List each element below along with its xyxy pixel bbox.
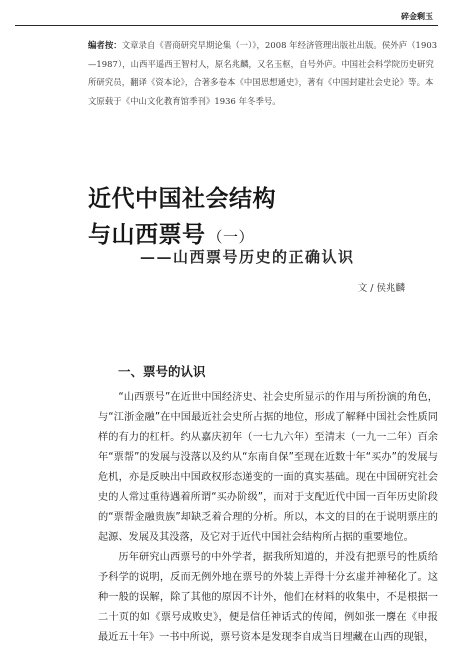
- editor-note: [88, 36, 438, 110]
- article-title-part-number: （一）: [207, 228, 255, 246]
- body-paragraph-2: 历年研究山西票号的中外学者，据我所知道的，并没有把票号的性质给予科学的说明，反而无例外地在票号的外装上弄得十分玄虚并神秘化了。这种一般的误解，除了其他的原因不计外，他们在材料的收集中，不是根据一二十页的如《票号成败史》，便是信任神话式的传闻，例如张一麐在《申报最近五十年》一书中所说，票号资本是发现李自成当日埋藏在山西的现银，: [98, 552, 438, 643]
- header-divider: [15, 25, 438, 26]
- article-subtitle: ——山西票号历史的正确认识: [140, 248, 355, 266]
- editor-note-label: 编者按：: [88, 40, 122, 50]
- article-title-line-2-text: 与山西票号: [88, 222, 206, 248]
- article-body: [98, 388, 438, 648]
- author-byline: 文 / 侯兆麟: [357, 283, 405, 294]
- body-paragraph-1: “山西票号”在近世中国经济史、社会史所显示的作用与所扮演的角色，与“江浙金融”在中国最近社会史所占据的地位，形成了解释中国社会性质同样的有力的杠杆。约从嘉庆初年（一七九六年）至清末（一九一二年）百余年“票帮”的发展与没落以及约从“东南自保”至现在近数十年“买办”的发展与危机，亦是反映出中国政权形态递变的一面的真实基础。现在中国研究社会史的人常过重待遇着所谓“买办阶级”，而对于支配近代中国一百年历史阶段的“票帮金融贵族”却缺乏着合理的分析。所以，本文的目的在于说明票庄的起源、发展及其没落，及它对于近代中国社会结构所占据的重要地位。: [98, 392, 438, 543]
- column-tag: 碎金剩玉: [401, 11, 433, 21]
- editor-note-text: 文章录自《晋商研究早期论集（一）》，2008 年经济管理出版社出版。侯外庐（1903—1987），山西平遥西王智村人，原名兆麟，又名玉枢，自号外庐。中国社会科学院历史研究所研究员，翻译《资本论》，合著多卷本《中国思想通史》，著有《中国封建社会史论》等。本文原载于《中山文化教育馆季刊》1936 年冬季号。: [88, 40, 438, 106]
- article-title-line-2: [88, 216, 254, 249]
- section-heading: 一、票号的认识: [118, 364, 206, 379]
- article-title-line-1: 近代中国社会结构: [88, 186, 276, 212]
